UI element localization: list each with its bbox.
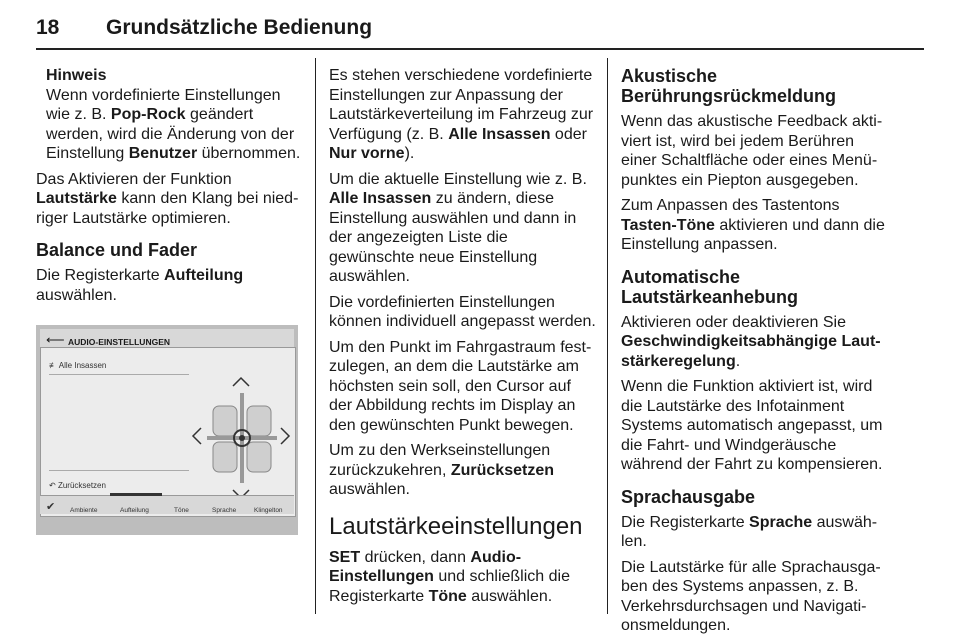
paragraph: Das Aktivieren der Funktion Lautstärke kann den Klang bei niedriger Lautstärke optimieren. — [36, 170, 299, 227]
note-title: Hinweis — [46, 67, 107, 84]
check-icon: ✔ — [46, 501, 56, 513]
reset-item: ↶ Zurücksetzen — [49, 481, 106, 490]
note-box — [36, 66, 306, 164]
column-divider — [315, 58, 316, 614]
audio-settings-screenshot — [36, 325, 298, 535]
paragraph: Wenn die Funktion aktiviert ist, wird die Lautstärke des Infotainment Systems automatisch angepasst, um die Fahrt- und Windgeräusche während der Fahrt zu kompensieren. — [621, 378, 883, 473]
preset-item: ≢ Alle Insassen — [49, 361, 107, 370]
heading-sprachausgabe: Sprachausgabe — [621, 486, 756, 507]
column-divider — [607, 58, 608, 614]
divider — [49, 470, 189, 471]
paragraph: Die vordefinierten Einstellungen können individuell angepasst werden. — [329, 293, 596, 330]
screen-tab-bar — [40, 495, 294, 514]
chevron-up-icon — [231, 376, 251, 388]
paragraph: Zum Anpassen des Tastentons Tasten-Töne aktivieren und dann die Einstellung anpassen. — [621, 197, 885, 253]
page-header — [36, 16, 372, 40]
screen-title: AUDIO-EINSTELLUNGEN — [68, 337, 170, 347]
tab-sprache: Sprache — [212, 507, 237, 514]
page-title: Grundsätzliche Bedienung — [106, 16, 373, 39]
screen-body — [40, 347, 296, 517]
screen-titlebar — [40, 329, 294, 348]
paragraph: SET drücken, dann Audio-Einstellungen und schließlich die Registerkarte Töne auswählen. — [329, 548, 570, 605]
paragraph: Die Registerkarte Sprache auswählen. — [621, 513, 878, 550]
note-text: Wenn vordefinierte Einstellungen wie z. B. Pop-Rock geändert werden, wird die Änderung von der Einstellung Benutzer übernommen. — [46, 86, 301, 162]
tab-ambiente: Ambiente — [70, 507, 98, 514]
column-left — [36, 66, 306, 535]
heading-balance-fader: Balance und Fader — [36, 240, 198, 260]
paragraph: Um den Punkt im Fahrgastraum festzulegen, an dem die Lautstärke am höchsten sein soll, den Cursor auf der Abbildung rechts im Display an den gewünschten Punkt bewegen. — [329, 338, 592, 434]
car-seats-icon — [207, 388, 277, 488]
divider — [49, 374, 189, 375]
paragraph: Die Registerkarte Aufteilung auswählen. — [36, 267, 244, 304]
paragraph: Um zu den Werkseinstellungen zurückzukehren, Zurücksetzen auswählen. — [329, 442, 554, 498]
heading-automatische-lautstaerkeanhebung: Automatische Lautstärkeanhebung — [621, 266, 799, 307]
tab-toene: Töne — [174, 507, 189, 514]
tab-aufteilung: Aufteilung — [120, 507, 149, 514]
paragraph: Um die aktuelle Einstellung wie z. B. Alle Insassen zu ändern, diese Einstellung auswählen und dann in der angezeigten Liste die gewünschte neue Einstellung auswählen. — [329, 170, 587, 285]
paragraph: Wenn das akustische Feedback aktiviert ist, wird bei jedem Berühren einer Schaltfläche oder eines Menüpunktes ein Piepton ausgegeben. — [621, 113, 883, 189]
column-middle — [329, 66, 597, 612]
paragraph: Die Lautstärke für alle Sprachausgaben des Systems anpassen, z. B. Verkehrsdurchsagen und Navigationsmeldungen. — [621, 558, 881, 634]
heading-lautstaerkeeinstellungen: Lautstärkeeinstellungen — [329, 512, 583, 540]
active-tab-indicator — [110, 493, 162, 496]
tab-klingelton: Klingelton — [254, 507, 283, 514]
page-number: 18 — [36, 16, 60, 39]
heading-akustische-rueckmeldung: Akustische Berührungsrückmeldung — [621, 66, 837, 106]
paragraph: Es stehen verschiedene vordefinierte Einstellungen zur Anpassung der Lautstärkeverteilung im Fahrzeug zur Verfügung (z. B. Alle Insassen oder Nur vorne). — [329, 67, 594, 162]
chevron-right-icon — [279, 426, 291, 446]
header-rule — [36, 48, 924, 50]
column-right — [621, 66, 893, 642]
chevron-left-icon — [191, 426, 203, 446]
back-arrow-icon: ⟵ — [46, 332, 65, 347]
paragraph: Aktivieren oder deaktivieren Sie Geschwindigkeitsabhängige Lautstärkeregelung. — [621, 313, 881, 370]
